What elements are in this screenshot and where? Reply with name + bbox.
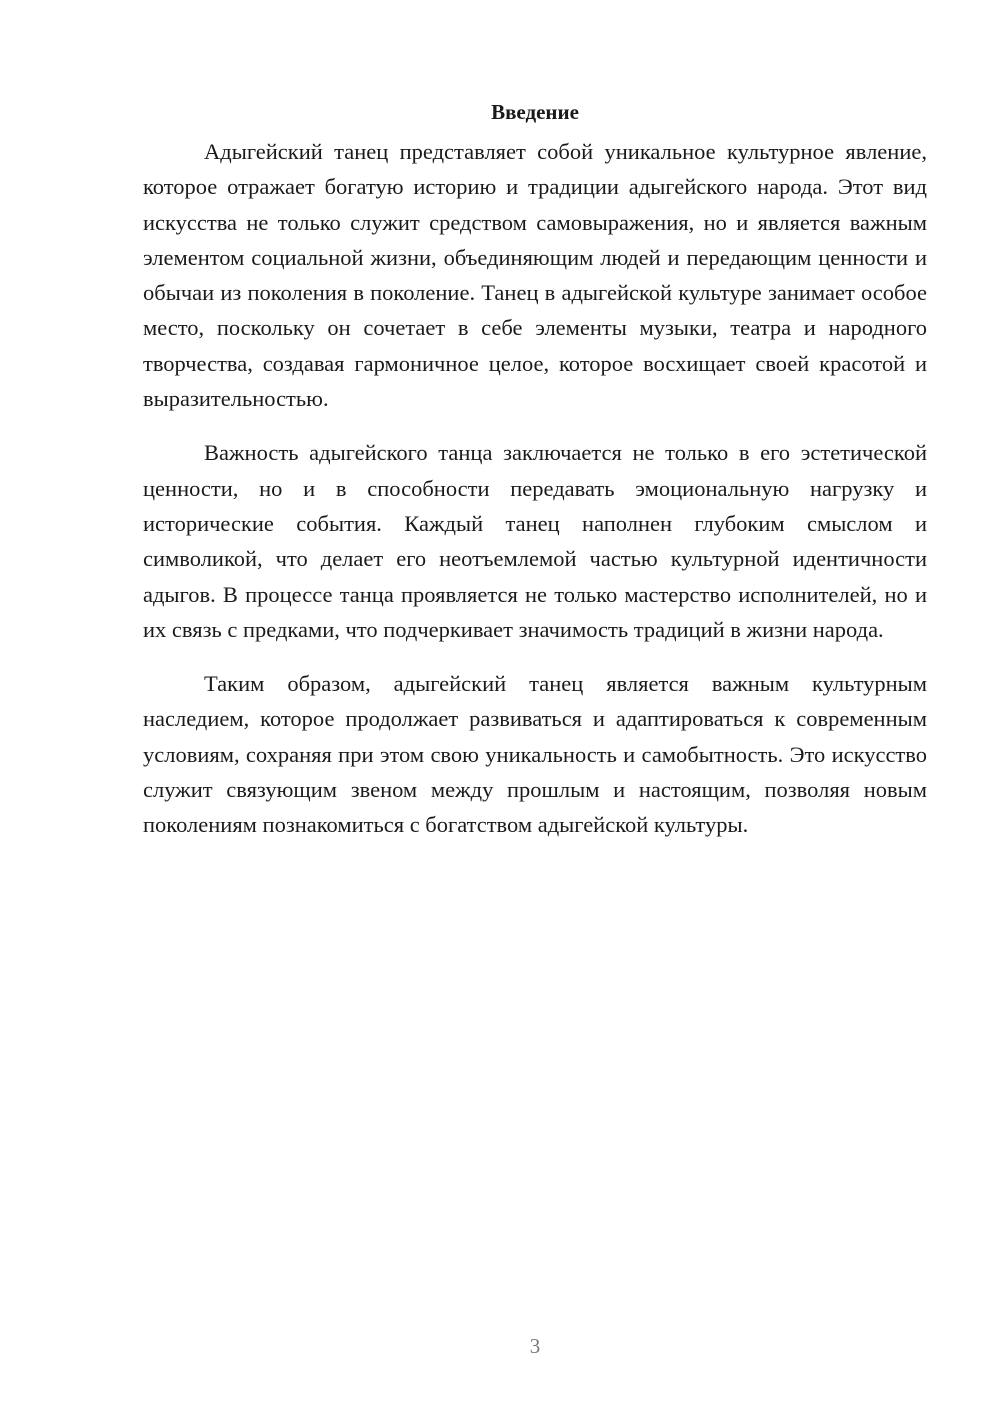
page-number: 3 <box>529 1334 541 1358</box>
page-content <box>143 98 927 862</box>
paragraph-intro: Адыгейский танец представляет собой уникальное культурное явление, которое отражает богатую историю и традиции адыгейского народа. Этот вид искусства не только служит средством самовыражения, но и является важным элементом социальной жизни, объединяющим людей и передающим ценности и обычаи из поколения в поколение. Танец в адыгейской культуре занимает особое место, поскольку он сочетает в себе элементы музыки, театра и народного творчества, создавая гармоничное целое, которое восхищает своей красотой и выразительностью. <box>143 139 927 412</box>
paragraph-importance: Важность адыгейского танца заключается не только в его эстетической ценности, но и в способности передавать эмоциональную нагрузку и исторические события. Каждый танец наполнен глубоким смыслом и символикой, что делает его неотъемлемой частью культурной идентичности адыгов. В процессе танца проявляется не только мастерство исполнителей, но и их связь с предками, что подчеркивает значимость традиций в жизни народа. <box>143 440 927 642</box>
paragraph-conclusion: Таким образом, адыгейский танец является важным культурным наследием, которое продолжает развиваться и адаптироваться к современным условиям, сохраняя при этом свою уникальность и самобытность. Это искусство служит связующим звеном между прошлым и настоящим, позволяя новым поколениям познакомиться с богатством адыгейской культуры. <box>143 671 927 838</box>
section-title: Введение <box>491 100 579 124</box>
